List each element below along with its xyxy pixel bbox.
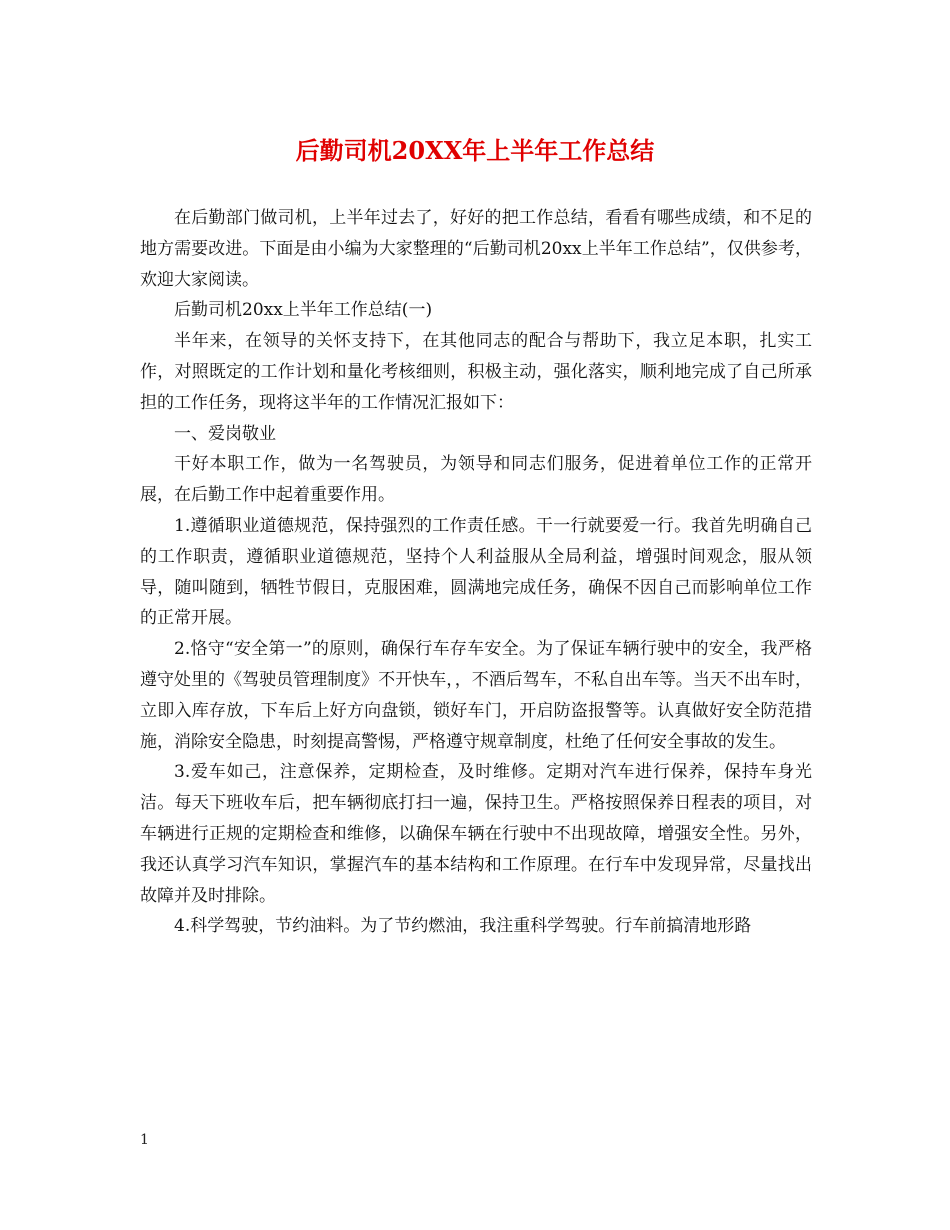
numbered-paragraph: 2.恪守“安全第一”的原则，确保行车存车安全。为了保证车辆行驶中的安全，我严格遵守处里的《驾驶员管理制度》不开快车，，不酒后驾车，不私自出车等。当天不出车时，立即入库存放，下车后上好方向盘锁，锁好车门，开启防盗报警等。认真做好安全防范措施，消除安全隐患，时刻提高警惕，严格遵守规章制度，杜绝了任何安全事故的发生。 <box>140 639 812 752</box>
intro-paragraph: 在后勤部门做司机，上半年过去了，好好的把工作总结，看看有哪些成绩，和不足的地方需要改进。下面是由小编为大家整理的“后勤司机20xx上半年工作总结”，仅供参考，欢迎大家阅读。 <box>140 208 812 290</box>
body-paragraph: 干好本职工作，做为一名驾驶员，为领导和同志们服务，促进着单位工作的正常开展，在后勤工作中起着重要作用。 <box>140 454 812 506</box>
page-number: 1 <box>140 1132 149 1148</box>
document-body <box>140 203 812 942</box>
section-heading: 后勤司机20xx上半年工作总结(一) <box>174 300 433 321</box>
numbered-paragraph: 1.遵循职业道德规范，保持强烈的工作责任感。干一行就要爱一行。我首先明确自己的工作职责，遵循职业道德规范，坚持个人利益服从全局利益，增强时间观念，服从领导，随叫随到，牺牲节假日，克服困难，圆满地完成任务，确保不因自己而影响单位工作的正常开展。 <box>140 515 812 629</box>
body-paragraph: 半年来，在领导的关怀支持下，在其他同志的配合与帮助下，我立足本职，扎实工作，对照既定的工作计划和量化考核细则，积极主动，强化落实，顺利地完成了自己所承担的工作任务，现将这半年的工作情况汇报如下： <box>140 331 812 413</box>
document-title: 后勤司机20XX年上半年工作总结 <box>295 136 655 165</box>
numbered-paragraph: 3.爱车如己，注意保养，定期检查，及时维修。定期对汽车进行保养，保持车身光洁。每天下班收车后，把车辆彻底打扫一遍，保持卫生。严格按照保养日程表的项目，对车辆进行正规的定期检查和维修，以确保车辆在行驶中不出现故障，增强安全性。另外，我还认真学习汽车知识，掌握汽车的基本结构和工作原理。在行车中发现异常，尽量找出故障并及时排除。 <box>140 762 812 906</box>
subsection-heading: 一、爱岗敬业 <box>174 423 276 444</box>
numbered-paragraph: 4.科学驾驶，节约油料。为了节约燃油，我注重科学驾驶。行车前搞清地形路 <box>174 916 752 937</box>
